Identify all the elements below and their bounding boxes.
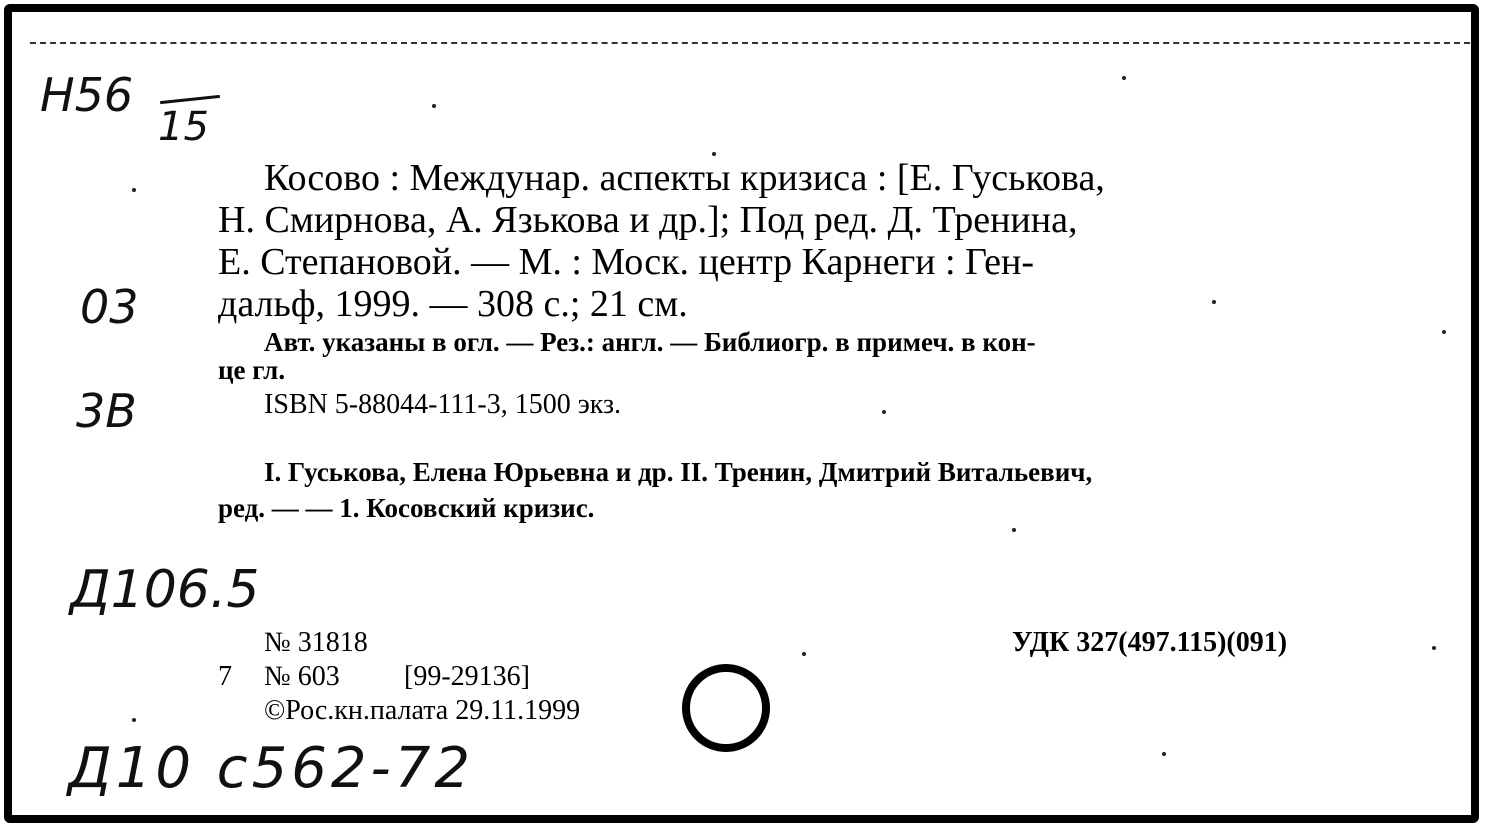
speck <box>1442 330 1446 334</box>
speck <box>1432 646 1436 650</box>
speck <box>1212 300 1216 304</box>
fraction-bar <box>160 95 220 104</box>
catalog-card <box>4 4 1479 823</box>
handwritten-shelf-code-1: Д106.5 <box>70 560 260 620</box>
handwritten-side-code-2: 3В <box>76 384 137 438</box>
description-line-1: Косово : Междунар. аспекты кризиса : [Е. Гуськова, <box>264 157 1105 199</box>
description-line-4: дальф, 1999. — 308 с.; 21 см. <box>218 283 688 325</box>
bracket-number: [99-29136] <box>404 661 530 692</box>
speck <box>802 652 806 656</box>
udk-code: УДК 327(497.115)(091) <box>1012 627 1288 658</box>
notes-line-2: це гл. <box>218 355 286 385</box>
tracing-line-2: ред. — — 1. Косовский кризис. <box>218 493 595 523</box>
book-chamber-line: ©Рос.кн.палата 29.11.1999 <box>264 695 581 726</box>
circle-stamp <box>682 664 770 752</box>
speck <box>132 718 136 722</box>
speck <box>432 104 436 108</box>
handwritten-fraction-denominator: 15 <box>158 104 209 150</box>
speck <box>1122 76 1126 80</box>
speck <box>712 152 716 156</box>
tracing-line-1: I. Гуськова, Елена Юрьевна и др. II. Тренин, Дмитрий Витальевич, <box>264 457 1093 487</box>
speck <box>1162 752 1166 756</box>
registration-number: № 603 <box>264 661 340 692</box>
handwritten-side-code-1: 03 <box>80 280 139 334</box>
top-dashed-line <box>30 42 1470 44</box>
isbn-line: ISBN 5-88044-111-3, 1500 экз. <box>264 389 621 420</box>
card-number: № 31818 <box>264 627 368 658</box>
speck <box>882 410 886 414</box>
handwritten-top-code: Н56 <box>40 68 134 122</box>
speck <box>1012 528 1016 532</box>
description-line-2: Н. Смирнова, А. Язькова и др.]; Под ред. Д. Тренина, <box>218 199 1078 241</box>
handwritten-shelf-code-2: Д10 с562-72 <box>68 736 474 801</box>
speck <box>132 188 136 192</box>
notes-line-1: Авт. указаны в огл. — Рез.: англ. — Библиогр. в примеч. в кон- <box>264 327 1036 357</box>
prefix-number: 7 <box>218 661 232 692</box>
description-line-3: Е. Степановой. — М. : Моск. центр Карнеги : Ген- <box>218 241 1034 283</box>
